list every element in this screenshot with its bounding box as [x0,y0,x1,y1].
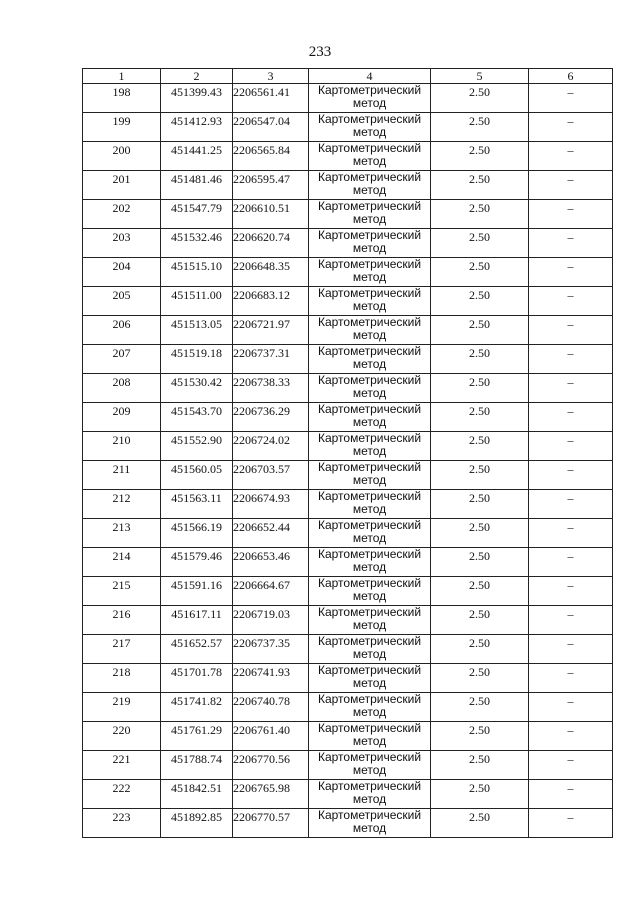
point-number-cell: 203 [83,229,161,258]
point-number-cell: 222 [83,780,161,809]
y-coordinate-cell: 2206770.56 [233,751,309,780]
point-number-cell: 202 [83,200,161,229]
table-row [83,84,613,113]
point-number-cell: 207 [83,345,161,374]
table-row [83,606,613,635]
table-row [83,258,613,287]
x-coordinate-cell: 451441.25 [161,142,233,171]
y-coordinate-cell: 2206738.33 [233,374,309,403]
y-coordinate-cell: 2206719.03 [233,606,309,635]
accuracy-cell: 2.50 [431,751,529,780]
table-row [83,200,613,229]
x-coordinate-cell: 451579.46 [161,548,233,577]
x-coordinate-cell: 451701.78 [161,664,233,693]
accuracy-cell: 2.50 [431,229,529,258]
accuracy-cell: 2.50 [431,316,529,345]
point-number-cell: 215 [83,577,161,606]
method-cell: Картометрический метод [309,722,431,751]
y-coordinate-cell: 2206724.02 [233,432,309,461]
accuracy-cell: 2.50 [431,113,529,142]
x-coordinate-cell: 451412.93 [161,113,233,142]
note-cell: – [529,780,613,809]
table-row [83,780,613,809]
accuracy-cell: 2.50 [431,577,529,606]
y-coordinate-cell: 2206741.93 [233,664,309,693]
point-number-cell: 214 [83,548,161,577]
accuracy-cell: 2.50 [431,635,529,664]
x-coordinate-cell: 451741.82 [161,693,233,722]
table-row [83,664,613,693]
coordinates-table [82,68,613,838]
y-coordinate-cell: 2206653.46 [233,548,309,577]
y-coordinate-cell: 2206721.97 [233,316,309,345]
table-row [83,751,613,780]
note-cell: – [529,548,613,577]
x-coordinate-cell: 451532.46 [161,229,233,258]
accuracy-cell: 2.50 [431,171,529,200]
y-coordinate-cell: 2206737.35 [233,635,309,664]
note-cell: – [529,693,613,722]
y-coordinate-cell: 2206737.31 [233,345,309,374]
method-cell: Картометрический метод [309,316,431,345]
x-coordinate-cell: 451515.10 [161,258,233,287]
table-row [83,722,613,751]
note-cell: – [529,403,613,432]
note-cell: – [529,345,613,374]
method-cell: Картометрический метод [309,693,431,722]
accuracy-cell: 2.50 [431,490,529,519]
y-coordinate-cell: 2206547.04 [233,113,309,142]
method-cell: Картометрический метод [309,287,431,316]
note-cell: – [529,751,613,780]
x-coordinate-cell: 451892.85 [161,809,233,838]
table-row [83,432,613,461]
method-cell: Картометрический метод [309,577,431,606]
accuracy-cell: 2.50 [431,258,529,287]
accuracy-cell: 2.50 [431,142,529,171]
table-row [83,171,613,200]
x-coordinate-cell: 451543.70 [161,403,233,432]
x-coordinate-cell: 451652.57 [161,635,233,664]
point-number-cell: 212 [83,490,161,519]
table-row [83,809,613,838]
y-coordinate-cell: 2206703.57 [233,461,309,490]
accuracy-cell: 2.50 [431,461,529,490]
point-number-cell: 198 [83,84,161,113]
table-row [83,113,613,142]
x-coordinate-cell: 451617.11 [161,606,233,635]
column-header: 4 [309,69,431,84]
note-cell: – [529,432,613,461]
method-cell: Картометрический метод [309,519,431,548]
point-number-cell: 206 [83,316,161,345]
point-number-cell: 221 [83,751,161,780]
point-number-cell: 216 [83,606,161,635]
note-cell: – [529,229,613,258]
note-cell: – [529,84,613,113]
accuracy-cell: 2.50 [431,403,529,432]
accuracy-cell: 2.50 [431,664,529,693]
table-row [83,345,613,374]
y-coordinate-cell: 2206674.93 [233,490,309,519]
point-number-cell: 201 [83,171,161,200]
table-row [83,229,613,258]
method-cell: Картометрический метод [309,635,431,664]
table-row [83,635,613,664]
table-row [83,287,613,316]
note-cell: – [529,461,613,490]
point-number-cell: 210 [83,432,161,461]
y-coordinate-cell: 2206595.47 [233,171,309,200]
point-number-cell: 209 [83,403,161,432]
table-row [83,577,613,606]
note-cell: – [529,374,613,403]
note-cell: – [529,171,613,200]
y-coordinate-cell: 2206770.57 [233,809,309,838]
x-coordinate-cell: 451399.43 [161,84,233,113]
method-cell: Картометрический метод [309,461,431,490]
point-number-cell: 211 [83,461,161,490]
column-header: 5 [431,69,529,84]
table-row [83,548,613,577]
x-coordinate-cell: 451560.05 [161,461,233,490]
x-coordinate-cell: 451519.18 [161,345,233,374]
table-row [83,142,613,171]
y-coordinate-cell: 2206736.29 [233,403,309,432]
table-row [83,403,613,432]
accuracy-cell: 2.50 [431,780,529,809]
y-coordinate-cell: 2206565.84 [233,142,309,171]
table-row [83,461,613,490]
column-header: 3 [233,69,309,84]
method-cell: Картометрический метод [309,171,431,200]
x-coordinate-cell: 451552.90 [161,432,233,461]
method-cell: Картометрический метод [309,751,431,780]
note-cell: – [529,635,613,664]
accuracy-cell: 2.50 [431,722,529,751]
x-coordinate-cell: 451566.19 [161,519,233,548]
method-cell: Картометрический метод [309,780,431,809]
method-cell: Картометрический метод [309,432,431,461]
method-cell: Картометрический метод [309,374,431,403]
point-number-cell: 219 [83,693,161,722]
method-cell: Картометрический метод [309,258,431,287]
column-header: 1 [83,69,161,84]
accuracy-cell: 2.50 [431,200,529,229]
point-number-cell: 204 [83,258,161,287]
note-cell: – [529,200,613,229]
x-coordinate-cell: 451481.46 [161,171,233,200]
header-row [83,69,613,84]
note-cell: – [529,316,613,345]
point-number-cell: 217 [83,635,161,664]
y-coordinate-cell: 2206648.35 [233,258,309,287]
note-cell: – [529,809,613,838]
x-coordinate-cell: 451563.11 [161,490,233,519]
x-coordinate-cell: 451530.42 [161,374,233,403]
y-coordinate-cell: 2206620.74 [233,229,309,258]
accuracy-cell: 2.50 [431,809,529,838]
x-coordinate-cell: 451788.74 [161,751,233,780]
method-cell: Картометрический метод [309,200,431,229]
note-cell: – [529,142,613,171]
method-cell: Картометрический метод [309,664,431,693]
method-cell: Картометрический метод [309,809,431,838]
table-row [83,519,613,548]
column-header: 2 [161,69,233,84]
x-coordinate-cell: 451761.29 [161,722,233,751]
y-coordinate-cell: 2206610.51 [233,200,309,229]
method-cell: Картометрический метод [309,606,431,635]
y-coordinate-cell: 2206664.67 [233,577,309,606]
method-cell: Картометрический метод [309,548,431,577]
table-row [83,374,613,403]
method-cell: Картометрический метод [309,84,431,113]
point-number-cell: 208 [83,374,161,403]
method-cell: Картометрический метод [309,142,431,171]
accuracy-cell: 2.50 [431,84,529,113]
accuracy-cell: 2.50 [431,693,529,722]
page-number: 233 [308,44,332,60]
note-cell: – [529,490,613,519]
method-cell: Картометрический метод [309,113,431,142]
table-row [83,316,613,345]
point-number-cell: 213 [83,519,161,548]
table-row [83,490,613,519]
note-cell: – [529,606,613,635]
y-coordinate-cell: 2206683.12 [233,287,309,316]
accuracy-cell: 2.50 [431,519,529,548]
accuracy-cell: 2.50 [431,432,529,461]
point-number-cell: 223 [83,809,161,838]
note-cell: – [529,519,613,548]
x-coordinate-cell: 451547.79 [161,200,233,229]
y-coordinate-cell: 2206652.44 [233,519,309,548]
y-coordinate-cell: 2206761.40 [233,722,309,751]
accuracy-cell: 2.50 [431,606,529,635]
table-row [83,693,613,722]
x-coordinate-cell: 451591.16 [161,577,233,606]
note-cell: – [529,287,613,316]
y-coordinate-cell: 2206765.98 [233,780,309,809]
x-coordinate-cell: 451513.05 [161,316,233,345]
accuracy-cell: 2.50 [431,374,529,403]
accuracy-cell: 2.50 [431,287,529,316]
point-number-cell: 200 [83,142,161,171]
point-number-cell: 220 [83,722,161,751]
x-coordinate-cell: 451511.00 [161,287,233,316]
point-number-cell: 199 [83,113,161,142]
y-coordinate-cell: 2206561.41 [233,84,309,113]
method-cell: Картометрический метод [309,403,431,432]
note-cell: – [529,258,613,287]
y-coordinate-cell: 2206740.78 [233,693,309,722]
note-cell: – [529,577,613,606]
point-number-cell: 218 [83,664,161,693]
x-coordinate-cell: 451842.51 [161,780,233,809]
column-header: 6 [529,69,613,84]
accuracy-cell: 2.50 [431,548,529,577]
accuracy-cell: 2.50 [431,345,529,374]
method-cell: Картометрический метод [309,229,431,258]
method-cell: Картометрический метод [309,490,431,519]
note-cell: – [529,664,613,693]
point-number-cell: 205 [83,287,161,316]
note-cell: – [529,722,613,751]
note-cell: – [529,113,613,142]
method-cell: Картометрический метод [309,345,431,374]
